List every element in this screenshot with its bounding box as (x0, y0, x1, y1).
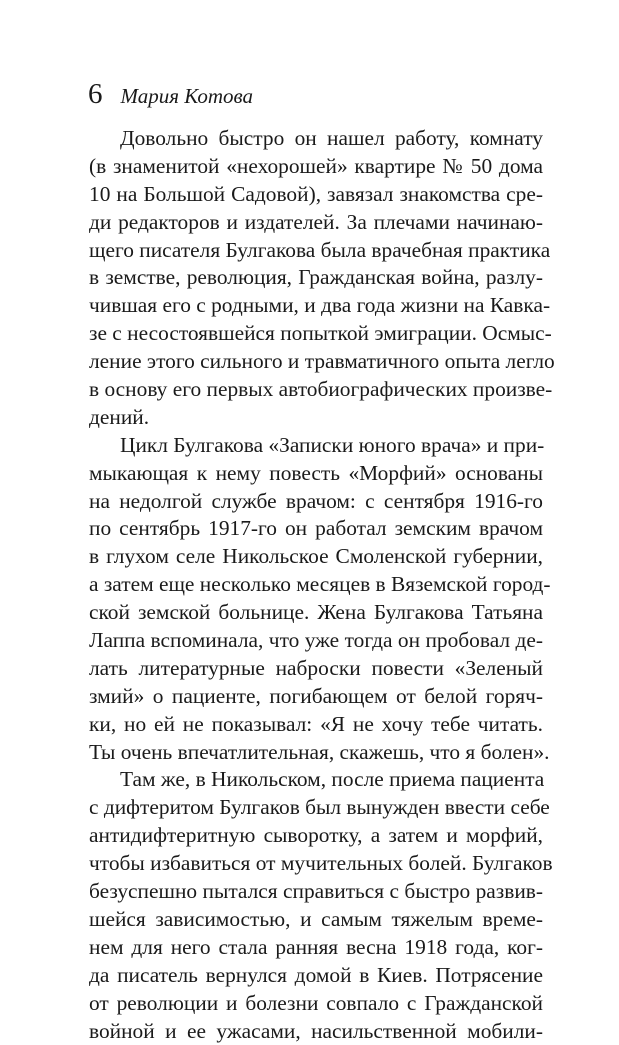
paragraph-2 (89, 432, 543, 767)
paragraph-1 (89, 125, 543, 432)
text-line: Ты очень впечатлительная, скажешь, что я болен». (89, 739, 543, 767)
text-line: да писатель вернулся домой в Киев. Потрясение (89, 962, 543, 990)
text-line: нем для него стала ранняя весна 1918 года, ког- (89, 934, 543, 962)
text-line: змий» о пациенте, погибающем от белой горяч- (89, 683, 543, 711)
text-line: чтобы избавиться от мучительных болей. Булгаков (89, 850, 543, 878)
text-line: дений. (89, 404, 543, 432)
body-text (89, 125, 543, 1045)
text-line: ки, но ей не показывал: «Я не хочу тебе читать. (89, 711, 543, 739)
text-line: ление этого сильного и травматичного опыта легло (89, 348, 543, 376)
text-line: мыкающая к нему повесть «Морфий» основаны (89, 460, 543, 488)
text-line: в глухом селе Никольское Смоленской губернии, (89, 543, 543, 571)
text-line: с дифтеритом Булгаков был вынужден ввести себе (89, 794, 543, 822)
text-line: антидифтеритную сыворотку, а затем и морфий, (89, 822, 543, 850)
text-line: щего писателя Булгакова была врачебная практика (89, 237, 543, 265)
text-line: на недолгой службе врачом: с сентября 1916-го (89, 488, 543, 516)
text-line: войной и ее ужасами, насильственной мобили- (89, 1018, 543, 1045)
paragraph-3 (89, 766, 543, 1045)
text-line: 10 на Большой Садовой), завязал знакомства сре- (89, 181, 543, 209)
page-number: 6 (88, 80, 103, 109)
text-line: Там же, в Никольском, после приема пациента (89, 766, 543, 794)
text-line: Лаппа вспоминала, что уже тогда он пробовал де- (89, 627, 543, 655)
text-line: а затем еще несколько месяцев в Вяземской город- (89, 571, 543, 599)
text-line: ской земской больнице. Жена Булгакова Татьяна (89, 599, 543, 627)
text-line: Довольно быстро он нашел работу, комнату (89, 125, 543, 153)
text-line: лать литературные наброски повести «Зеленый (89, 655, 543, 683)
text-line: от революции и болезни совпало с Гражданской (89, 990, 543, 1018)
text-line: (в знаменитой «нехорошей» квартире № 50 дома (89, 153, 543, 181)
text-line: чившая его с родными, и два года жизни на Кавка- (89, 292, 543, 320)
text-line: шейся зависимостью, и самым тяжелым време- (89, 906, 543, 934)
text-line: Цикл Булгакова «Записки юного врача» и при- (89, 432, 543, 460)
text-line: в основу его первых автобиографических произве- (89, 376, 543, 404)
text-line: ди редакторов и издателей. За плечами начинаю- (89, 209, 543, 237)
running-head (88, 80, 253, 109)
text-line: по сентябрь 1917-го он работал земским врачом (89, 515, 543, 543)
text-line: в земстве, революция, Гражданская война, разлу- (89, 264, 543, 292)
running-title: Мария Котова (121, 84, 254, 109)
text-line: безуспешно пытался справиться с быстро развив- (89, 878, 543, 906)
text-line: зе с несостоявшейся попыткой эмиграции. Осмыс- (89, 320, 543, 348)
